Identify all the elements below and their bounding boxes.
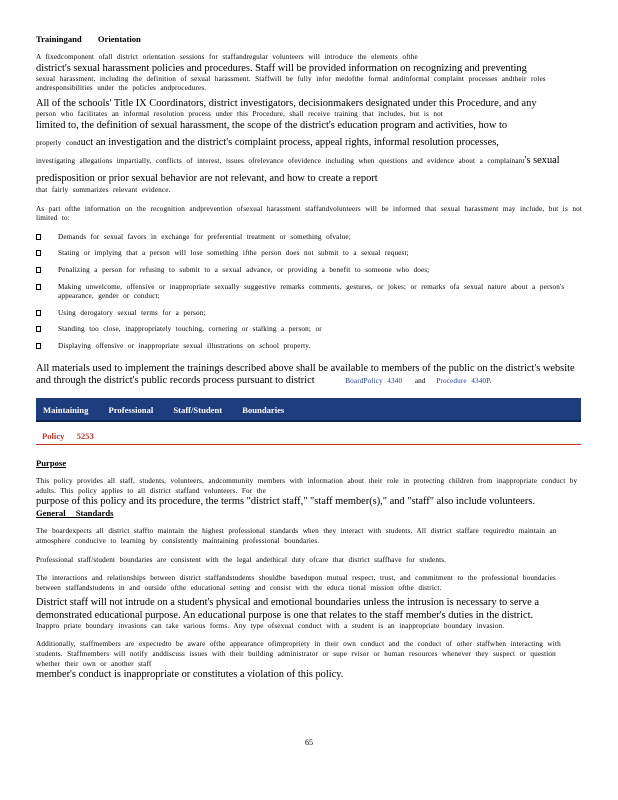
procedure-link[interactable]: Procedure 4340P bbox=[436, 376, 490, 385]
standards-paragraph-5: Additionally, staffmembers are expectedto be aware ofthe appearance ofimpropriety in their own conduct and the conduct of other staffwhen interacting with students. Staffmembers will notify anddiscuss issues with their building administrator or supe rvisor or human resources whenever they suspect or question whether their own or another staff bbox=[36, 640, 561, 668]
standards-paragraph-4: District staff will not intrude on a student's physical and emotional boundaries unless the intrusion is necessary to serve a demonstrated educational purpose. An educational purpose is one that relates to the staff member's duties in the district. bbox=[36, 597, 539, 621]
section-banner: Maintaining Professional Staff/Student Boundaries bbox=[36, 398, 581, 422]
bullet-box-icon bbox=[36, 326, 41, 332]
training-paragraph-2: All of the schools' Title IX Coordinators, district investigators, decisionmakers designated under this Procedure, and any person who facilitates an informal resolution process under this Procedure, shall receive training that includes, but is not limited to, the definition of sexual harassment, the scope of the district's education program and activities, how to properly conduct an investigation and the district's complaint process, appeal rights, informal resolution processes, investigating allegations impartially, conflicts of interest, issues ofrelevance ofevidence including when questions and evidence about a complainant's sexual predisposition or prior sexual behavior are not relevant, and how to create a report that fairly summarizes relevant evidence. bbox=[36, 97, 560, 194]
harassment-intro: As part ofthe information on the recognition andprevention ofsexual harassment staffandvolunteers will be informed that sexual harassment may include, but is not limited to: bbox=[36, 204, 582, 223]
training-heading: Trainingand Orientation bbox=[36, 34, 141, 44]
materials-paragraph: All materials used to implement the trainings described above shall be available to members of the public on the district's website and through the district's public records process pursuant to district BoardPolicy 4340 and Procedure 4340P. bbox=[36, 362, 575, 386]
list-item: Using derogatory sexual terms for a person; bbox=[36, 309, 584, 319]
bullet-box-icon bbox=[36, 343, 41, 349]
bullet-box-icon bbox=[36, 284, 41, 290]
list-item: Standing too close, inappropriately touching, cornering or stalking a person; or bbox=[36, 325, 584, 335]
bullet-box-icon bbox=[36, 310, 41, 316]
document-page bbox=[36, 34, 584, 387]
standards-paragraph-3: The interactions and relationships between district staffandstudents shouldbe basedupon mutual respect, trust, and commitment to the professional boundaries between staffandstudents in and outside ofthe educational setting and consist with the educa tional mission ofthe district. bbox=[36, 574, 556, 592]
list-item: Making unwelcome, offensive or inappropriate sexually suggestive remarks comments, gestures, or jokes; or remarks ofa sexual nature about a person's appearance, gender or conduct; bbox=[36, 283, 584, 302]
list-item: Displaying offensive or inappropriate sexual illustrations on school property. bbox=[36, 342, 584, 352]
harassment-examples-list bbox=[36, 233, 584, 352]
purpose-paragraph: This policy provides all staff, students, volunteers, andcommunity members with information about their role in protecting children from inappropriate conduct by adults. This policy applies to all district staffand volunteers. For the bbox=[36, 477, 578, 495]
training-paragraph-1: A fixedcomponent ofall district orientation sessions for staffandregular volunteers will introduce the elements ofthe district's sexual harassment policies and procedures. Staff will be provided information on recognizing and preventing sexual harassment, including the definition of sexual harassment. Staffwill be fully infor medofthe formal andinformal complaint processes andtheir roles andresponsibilities under the policies andprocedures. bbox=[36, 53, 546, 93]
board-policy-link[interactable]: BoardPolicy 4340 bbox=[345, 376, 403, 385]
standards-paragraph-2: Professional staff/student boundaries are consistent with the legal andethical duty ofcare that district staffhave for students. bbox=[36, 555, 447, 564]
standards-heading: General Standards bbox=[36, 508, 114, 519]
bullet-box-icon bbox=[36, 234, 41, 240]
page-number: 65 bbox=[305, 738, 313, 747]
purpose-heading: Purpose bbox=[36, 458, 67, 468]
policy-label: Policy 5253 bbox=[36, 427, 581, 445]
bullet-box-icon bbox=[36, 267, 41, 273]
bullet-box-icon bbox=[36, 250, 41, 256]
standards-paragraph-1: The boardexpects all district staffto maintain the highest professional standards when they interact with students. All district staffare requiredto maintain an atmosphere conducive to learning by consistently maintaining professional boundaries. bbox=[36, 527, 557, 545]
list-item: Demands for sexual favors in exchange for preferential treatment or something ofvalue; bbox=[36, 233, 584, 243]
list-item: Stating or implying that a person will lose something ifthe person does not submit to a sexual request; bbox=[36, 249, 584, 259]
list-item: Penalizing a person for refusing to submit to a sexual advance, or providing a benefit to someone who does; bbox=[36, 266, 584, 276]
policy-body: Purpose This policy provides all staff, students, volunteers, andcommunity members with information about their role in protecting children from inappropriate conduct by adults. This policy applies to all district staffand volunteers. For the purpose of this policy and its procedure, the terms "district staff," "staff member(s)," and "staff" also include volunteers. General Standards The boardexpects all district staffto maintain the highest professional standards when they interact with students. All district staffare requiredto maintain an atmosphere conducive to learning by consistently maintaining professional boundaries. Professional staff/student boundaries are consistent with the legal andethical duty ofcare that district staffhave for students. The interactions and relationships between district staffandstudents shouldbe basedupon mutual respect, trust, and commitment to the professional boundaries between staffandstudents in and outside ofthe educational setting and consist with the educa tional mission ofthe district. District staff will not intrude on a student's physical and emotional boundaries unless the intrusion is necessary to serve a demonstrated educational purpose. An educational purpose is one that relates to the staff member's duties in the district. Inappro priate boundary invasions can take various forms. Any type ofsexual conduct with a student is an inappropriate boundary invasion. Additionally, staffmembers are expectedto be aware ofthe appearance ofimpropriety in their own conduct and the conduct of other staffwhen interacting with students. Staffmembers will notify anddiscuss issues with their building administrator or supe rvisor or human resources whenever they suspect or question whether their own or another staff member's conduct is inappropriate or constitutes a violation of this policy. bbox=[36, 458, 584, 681]
